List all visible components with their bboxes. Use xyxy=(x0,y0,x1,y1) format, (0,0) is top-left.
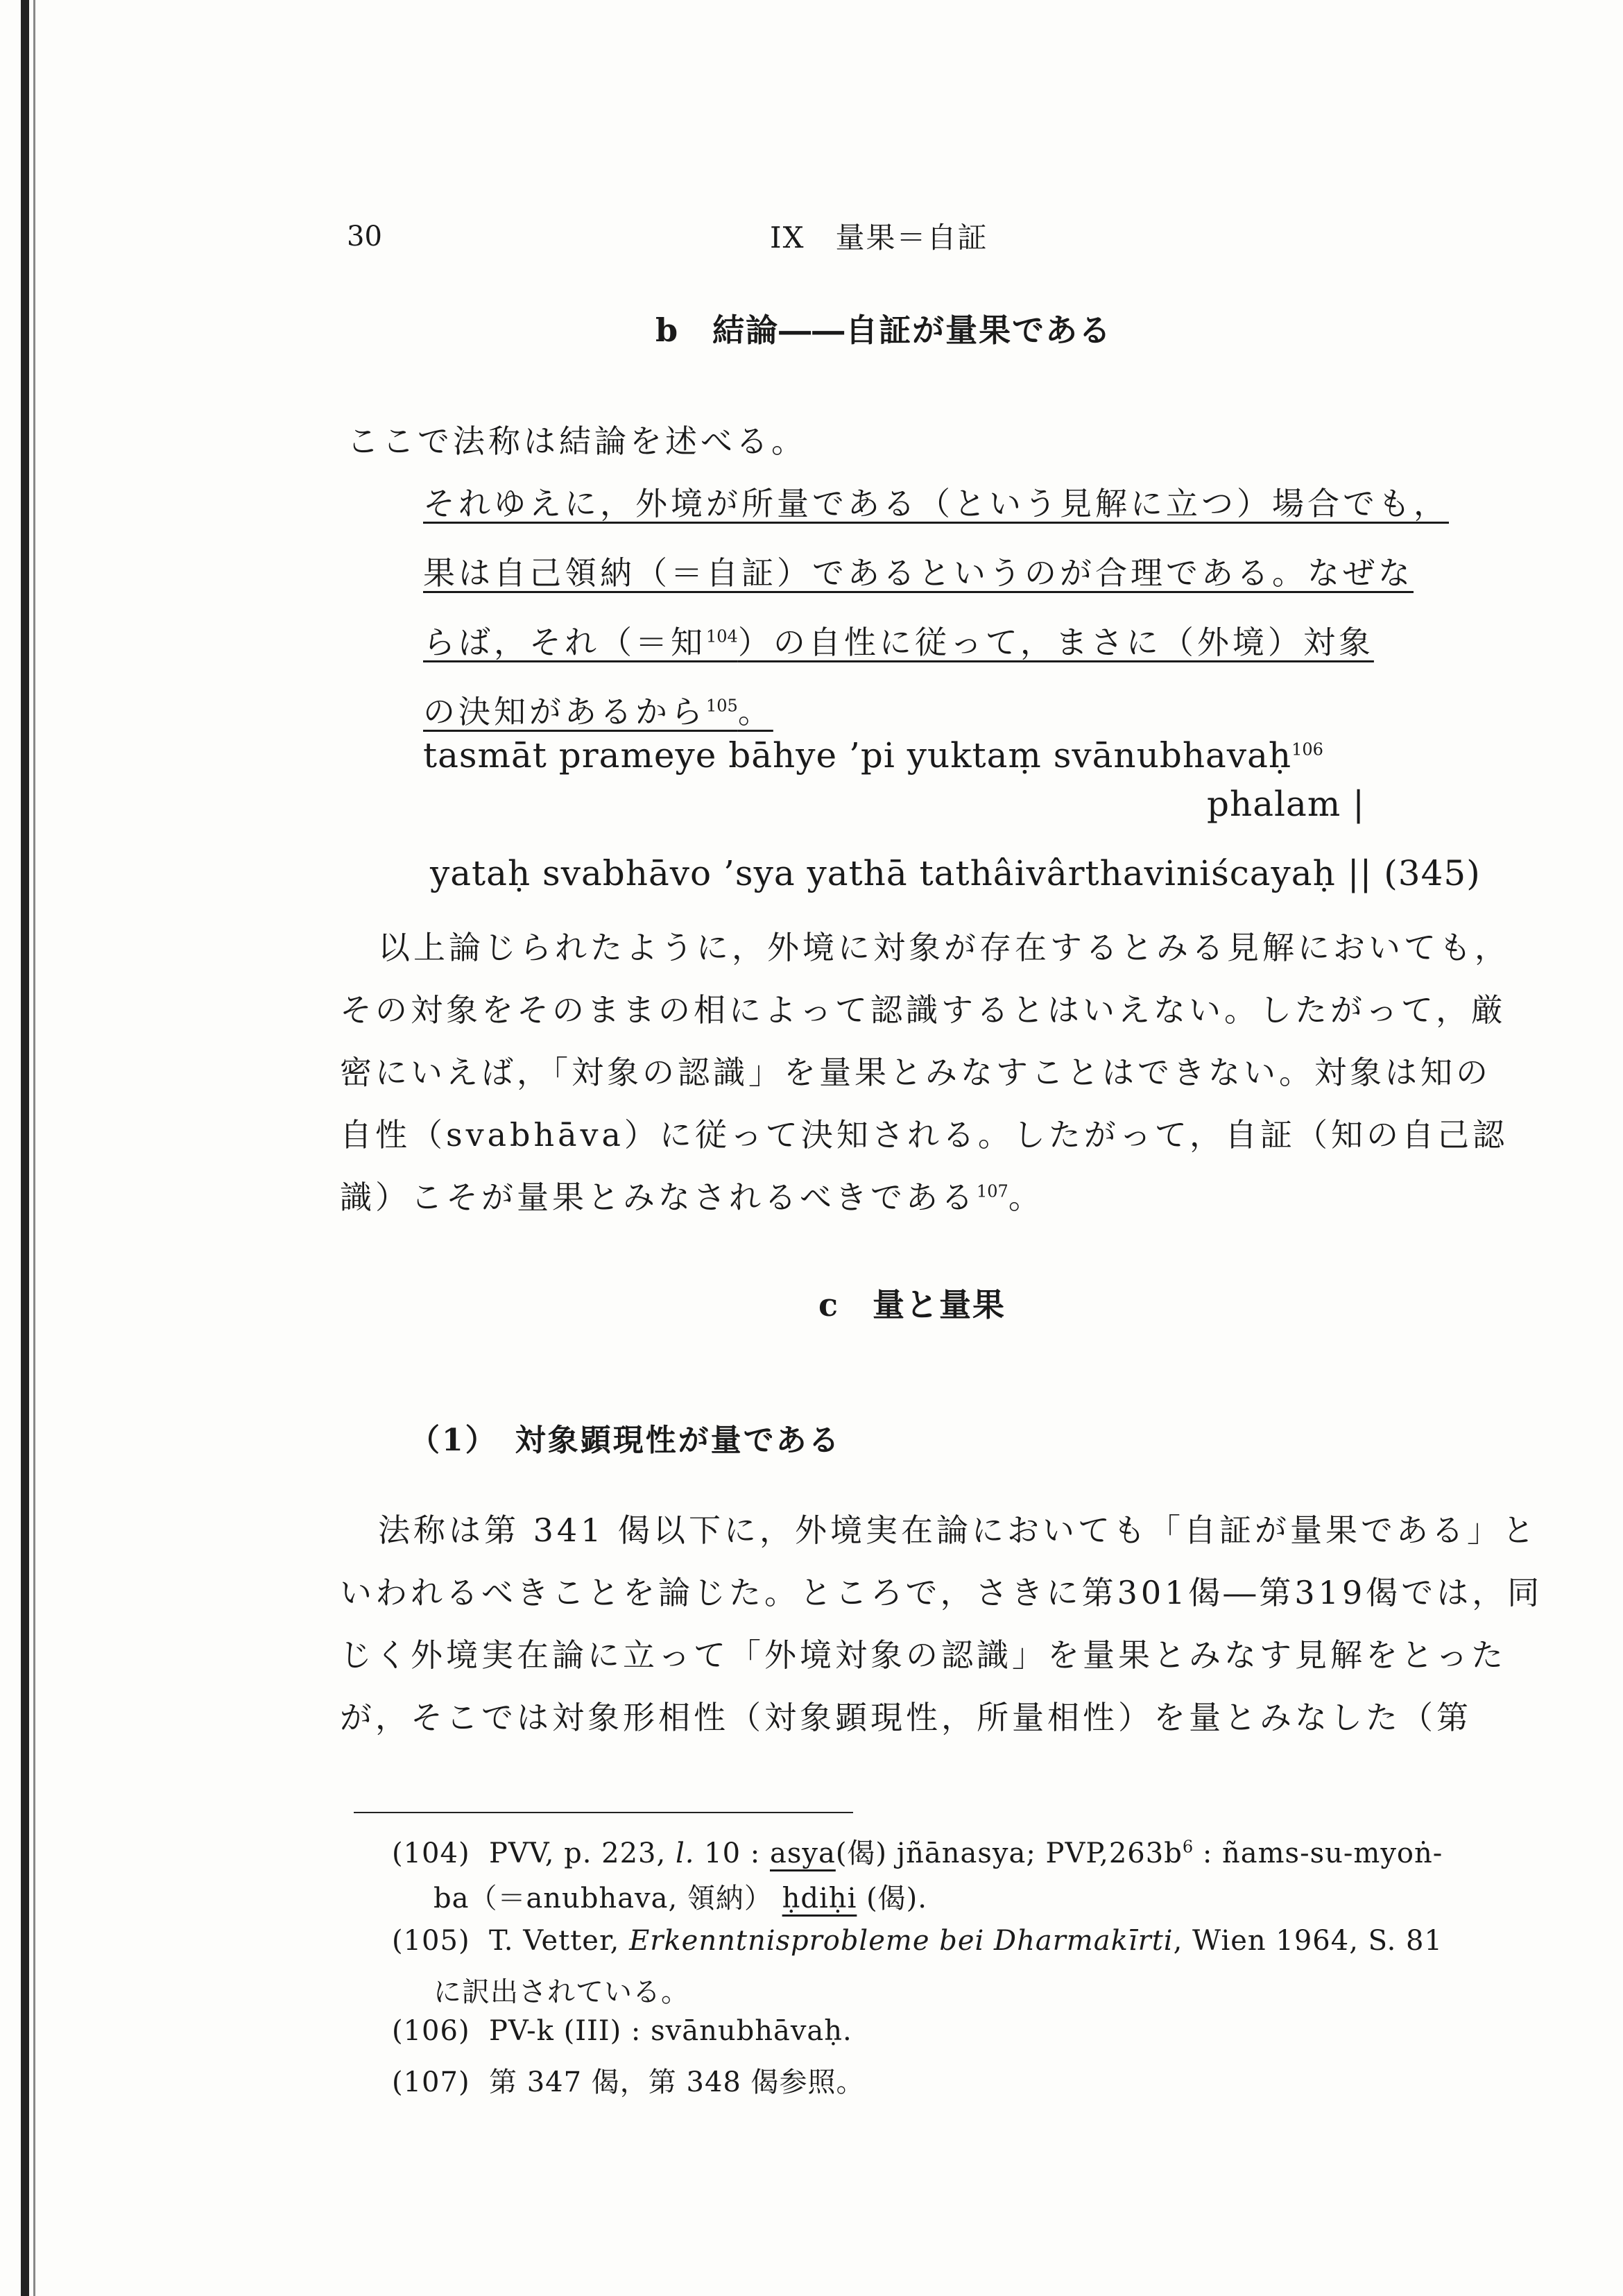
paragraph-1-line-3: 密にいえば，「対象の認識」を量果とみなすことはできない。対象は知の xyxy=(340,1054,1491,1091)
paragraph-2-line-4: が，そこでは対象形相性（対象顕現性，所量相性）を量とみなした（第 xyxy=(340,1699,1472,1736)
footnote-number: (104) xyxy=(392,1837,470,1869)
subsection-heading: （1） 対象顕現性が量である xyxy=(409,1423,841,1458)
footnote-105-line-1: (105) T. Vetter, Erkenntnisprobleme bei Dharmakīrti, Wien 1964, S. 81 xyxy=(392,1925,1443,1957)
translation-line-1: それゆえに，外境が所量である（という見解に立つ）場合でも， xyxy=(423,485,1449,522)
footnote-ref-106: 106 xyxy=(1291,739,1323,760)
footnote-ref-107: 107 xyxy=(977,1181,1008,1201)
paragraph-1-line-1: 以上論じられたように，外境に対象が存在するとみる見解においても， xyxy=(378,929,1510,966)
footnote-number: (105) xyxy=(392,1925,470,1957)
verse-line-1: tasmāt prameye bāhye ’pi yuktaṃ svānubhavaḥ$^{106}$ xyxy=(423,735,1323,776)
paragraph-1-line-5: 識）こそが量果とみなされるべきである$^{107}$。 xyxy=(340,1179,1044,1216)
running-head: IX 量果＝自証 xyxy=(770,221,988,255)
verse-line-3: yataḥ svabhāvo ’sya yathā tathâivârthaviniścayaḥ || (345) xyxy=(430,853,1481,893)
footnote-ref-105: 105 xyxy=(706,696,738,716)
section-label: c xyxy=(818,1286,840,1323)
footnote-106: (106) PV-k (III) : svānubhāvaḥ. xyxy=(392,2015,852,2047)
section-title: 結論――自証が量果である xyxy=(712,311,1113,349)
page-number: 30 xyxy=(347,221,382,252)
footnote-107: (107) 第 347 偈，第 348 偈参照。 xyxy=(392,2066,865,2098)
section-label: b xyxy=(655,311,680,349)
footnote-104-line-1: (104) PVV, p. 223, l. 10 : asya(偈) jñānasya; $PVP,263b^6$ : ñams-su-myoṅ- xyxy=(392,1837,1443,1869)
binding-edge-shadow xyxy=(33,0,35,2296)
section-heading-b xyxy=(655,305,1112,351)
paragraph-2-line-2: いわれるべきことを論じた。ところで，さきに第301偈―第319偈では，同 xyxy=(340,1574,1543,1611)
footnote-ref-104: 104 xyxy=(706,626,738,646)
intro-line: ここで法称は結論を述べる。 xyxy=(347,422,807,460)
translation-line-3: らば，それ（＝知$^{104}$）の自性に従って，まさに（外境）対象 xyxy=(423,624,1374,661)
translation-line-4: の決知があるから$^{105}$。 xyxy=(423,693,773,730)
footnote-105-line-2: に訳出されている。 xyxy=(433,1976,689,2008)
footnote-number: (107) xyxy=(392,2066,470,2098)
footnote-rule xyxy=(354,1812,853,1813)
paragraph-2-line-3: じく外境実在論に立って「外境対象の認識」を量果とみなす見解をとった xyxy=(340,1636,1507,1674)
footnote-104-line-2: ba（＝anubhava, 領納） ḥdiḥi (偈). xyxy=(433,1883,928,1914)
binding-edge xyxy=(21,0,29,2296)
translation-line-2: 果は自己領納（＝自証）であるというのが合理である。なぜな xyxy=(423,554,1414,592)
paragraph-1-line-4: 自性（svabhāva）に従って決知される。したがって，自証（知の自己認 xyxy=(340,1116,1509,1154)
paragraph-1-line-2: その対象をそのままの相によって認識するとはいえない。したがって，厳 xyxy=(340,991,1507,1029)
section-heading-c xyxy=(818,1280,1006,1326)
section-title: 量と量果 xyxy=(873,1286,1006,1323)
verse-line-2: phalam | xyxy=(1207,784,1365,824)
paragraph-2-line-1: 法称は第 341 偈以下に，外境実在論においても「自証が量果である」と xyxy=(378,1511,1538,1549)
footnote-number: (106) xyxy=(392,2015,470,2047)
